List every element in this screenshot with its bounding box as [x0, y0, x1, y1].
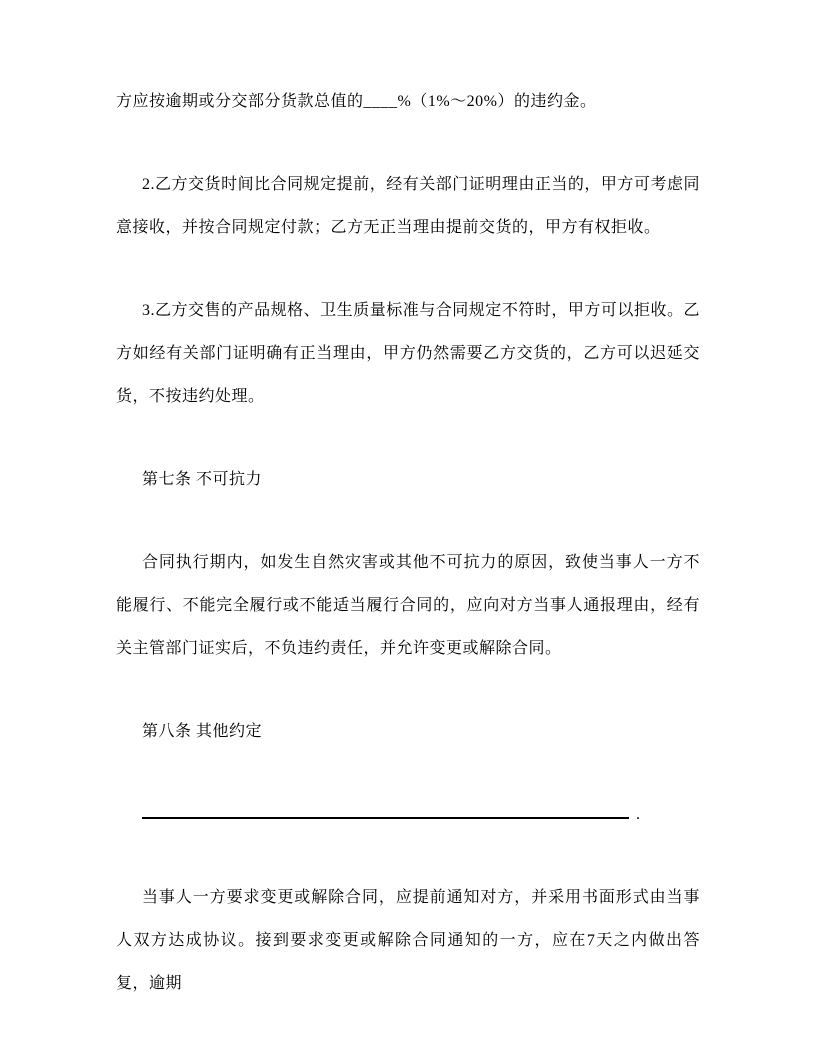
article-8-heading: 第八条 其他约定 [142, 723, 263, 740]
clause-item-3: 3.乙方交售的产品规格、卫生质量标准与合同规定不符时，甲方可以拒收。乙方如经有关部门证明确有正当理由，甲方仍然需要乙方交货的，乙方可以迟延交货，不按违约处理。 [116, 302, 700, 405]
contract-clause-continuation-line: 方应按逾期或分交部分货款总值的____%（1%～20%）的违约金。 [116, 93, 597, 110]
article-7-heading: 第七条 不可抗力 [142, 471, 263, 488]
fill-in-blank-line [116, 793, 700, 836]
article-7-body: 合同执行期内，如发生自然灾害或其他不可抗力的原因，致使当事人一方不能履行、不能完全履行或不能适当履行合同的，应向对方当事人通报理由，经有关主管部门证实后，不负违约责任，并允许变更或解除合同。 [116, 554, 700, 657]
clause-item-2: 2.乙方交货时间比合同规定提前，经有关部门证明理由正当的，甲方可考虑同意接收，并按合同规定付款；乙方无正当理由提前交货的，甲方有权拒收。 [116, 176, 700, 236]
blank-underline [142, 816, 629, 819]
blank-trailing-period: . [636, 806, 641, 823]
article-8-body: 当事人一方要求变更或解除合同，应提前通知对方，并采用书面形式由当事人双方达成协议。接到要求变更或解除合同通知的一方，应在7天之内做出答复，逾期 [116, 889, 700, 992]
